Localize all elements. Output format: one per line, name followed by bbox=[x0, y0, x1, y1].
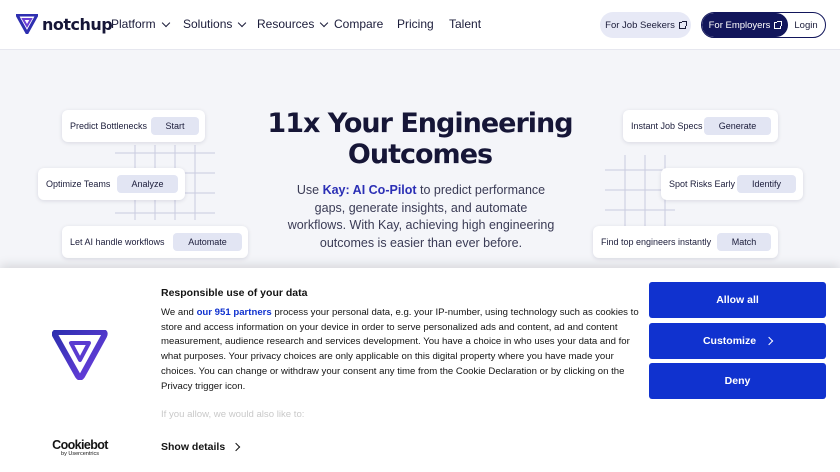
nav-compare[interactable] bbox=[334, 17, 383, 31]
automate-button[interactable]: Automate bbox=[173, 233, 242, 251]
chevron-right-icon bbox=[232, 443, 240, 451]
customize-button[interactable] bbox=[649, 323, 826, 359]
hero-title bbox=[260, 108, 580, 170]
employers-label: For Employers bbox=[708, 19, 771, 31]
login-button[interactable] bbox=[788, 13, 824, 37]
cookie-text-start: We and bbox=[161, 307, 197, 318]
match-button[interactable]: Match bbox=[717, 233, 771, 251]
allow-all-label: Allow all bbox=[716, 294, 759, 306]
nav-compare-label: Compare bbox=[334, 17, 384, 31]
feature-card-find-engineers bbox=[593, 226, 778, 258]
card-label: Let AI handle workflows bbox=[70, 237, 165, 247]
card-label: Instant Job Specs bbox=[631, 121, 703, 131]
customize-label: Customize bbox=[702, 335, 757, 347]
job-seekers-label: For Job Seekers bbox=[605, 19, 675, 31]
chevron-down-icon bbox=[238, 18, 246, 26]
chevron-down-icon bbox=[161, 18, 169, 26]
notchup-mark-icon bbox=[52, 330, 108, 385]
feature-card-spot-risks bbox=[661, 168, 803, 200]
feature-card-ai-workflows bbox=[62, 226, 248, 258]
nav-resources-label: Resources bbox=[257, 17, 315, 31]
analyze-button[interactable]: Analyze bbox=[117, 175, 178, 193]
chevron-down-icon bbox=[320, 18, 328, 26]
card-label: Optimize Teams bbox=[46, 179, 111, 189]
cookie-faded-text: If you allow, we would also like to: bbox=[161, 409, 305, 420]
nav-solutions-label: Solutions bbox=[183, 17, 233, 31]
cookiebot-by: by Usercentrics bbox=[61, 451, 99, 457]
show-details-button[interactable] bbox=[161, 441, 239, 453]
nav-resources[interactable] bbox=[257, 17, 327, 31]
hero-title-line2: Outcomes bbox=[347, 139, 493, 170]
feature-card-instant-job-specs bbox=[623, 110, 778, 142]
generate-button[interactable]: Generate bbox=[704, 117, 771, 135]
notchup-logo-icon bbox=[16, 14, 38, 34]
partners-link[interactable]: our 951 partners bbox=[196, 307, 272, 318]
feature-card-optimize-teams bbox=[38, 168, 185, 200]
nav-pricing[interactable] bbox=[397, 17, 434, 31]
nav-talent[interactable] bbox=[449, 17, 481, 31]
nav-platform-label: Platform bbox=[111, 17, 156, 31]
hero-subtitle bbox=[286, 182, 556, 252]
for-employers-button[interactable] bbox=[702, 13, 788, 37]
show-details-label: Show details bbox=[161, 441, 226, 453]
chevron-right-icon bbox=[765, 337, 773, 345]
deny-button[interactable] bbox=[649, 363, 826, 399]
card-label: Predict Bottlenecks bbox=[70, 121, 148, 131]
cookie-text-rest: process your personal data, e.g. your IP-number, using technology such as cookies to store and access information on your device in order to serve personalized ads and content, ad and content measurement, audience research and services development. You have a choice in who uses your data and for what purposes. Your privacy choices are only applicable on this digital property where you have made your choices. You can change or withdraw your consent any time from the Cookie Declaration or by clicking on the Privacy trigger icon. bbox=[161, 307, 639, 392]
nav-solutions[interactable] bbox=[183, 17, 245, 31]
start-button[interactable]: Start bbox=[151, 117, 199, 135]
cookie-description bbox=[161, 306, 639, 394]
external-link-icon bbox=[774, 22, 781, 29]
cookie-consent-banner bbox=[0, 268, 840, 472]
nav-pricing-label: Pricing bbox=[397, 17, 434, 31]
top-nav bbox=[0, 0, 840, 50]
notchup-logo[interactable] bbox=[16, 13, 112, 35]
employers-login-group bbox=[701, 12, 826, 38]
nav-platform[interactable] bbox=[111, 17, 169, 31]
cookiebot-name: Cookiebot bbox=[52, 438, 108, 452]
hero-sub-prefix: Use bbox=[296, 183, 323, 197]
allow-all-button[interactable] bbox=[649, 282, 826, 318]
nav-talent-label: Talent bbox=[449, 17, 482, 31]
deny-label: Deny bbox=[724, 375, 751, 387]
identify-button[interactable]: Identify bbox=[737, 175, 796, 193]
logo-text: notchup bbox=[42, 14, 113, 34]
login-label: Login bbox=[794, 19, 818, 31]
kay-highlight: Kay: AI Co-Pilot bbox=[322, 183, 417, 197]
for-job-seekers-button[interactable] bbox=[600, 12, 691, 38]
hero-sub-suffix: to predict performance gaps, generate insights, and automate workflows. With Kay, achieving high engineering outcomes is easier than ever before. bbox=[287, 183, 555, 250]
cookiebot-logo[interactable] bbox=[48, 438, 112, 457]
card-label: Find top engineers instantly bbox=[601, 237, 712, 247]
external-link-icon bbox=[679, 22, 686, 29]
card-label: Spot Risks Early bbox=[669, 179, 736, 189]
hero-title-line1: 11x Your Engineering bbox=[267, 108, 573, 139]
feature-card-predict-bottlenecks bbox=[62, 110, 205, 142]
cookie-title: Responsible use of your data bbox=[161, 287, 308, 299]
